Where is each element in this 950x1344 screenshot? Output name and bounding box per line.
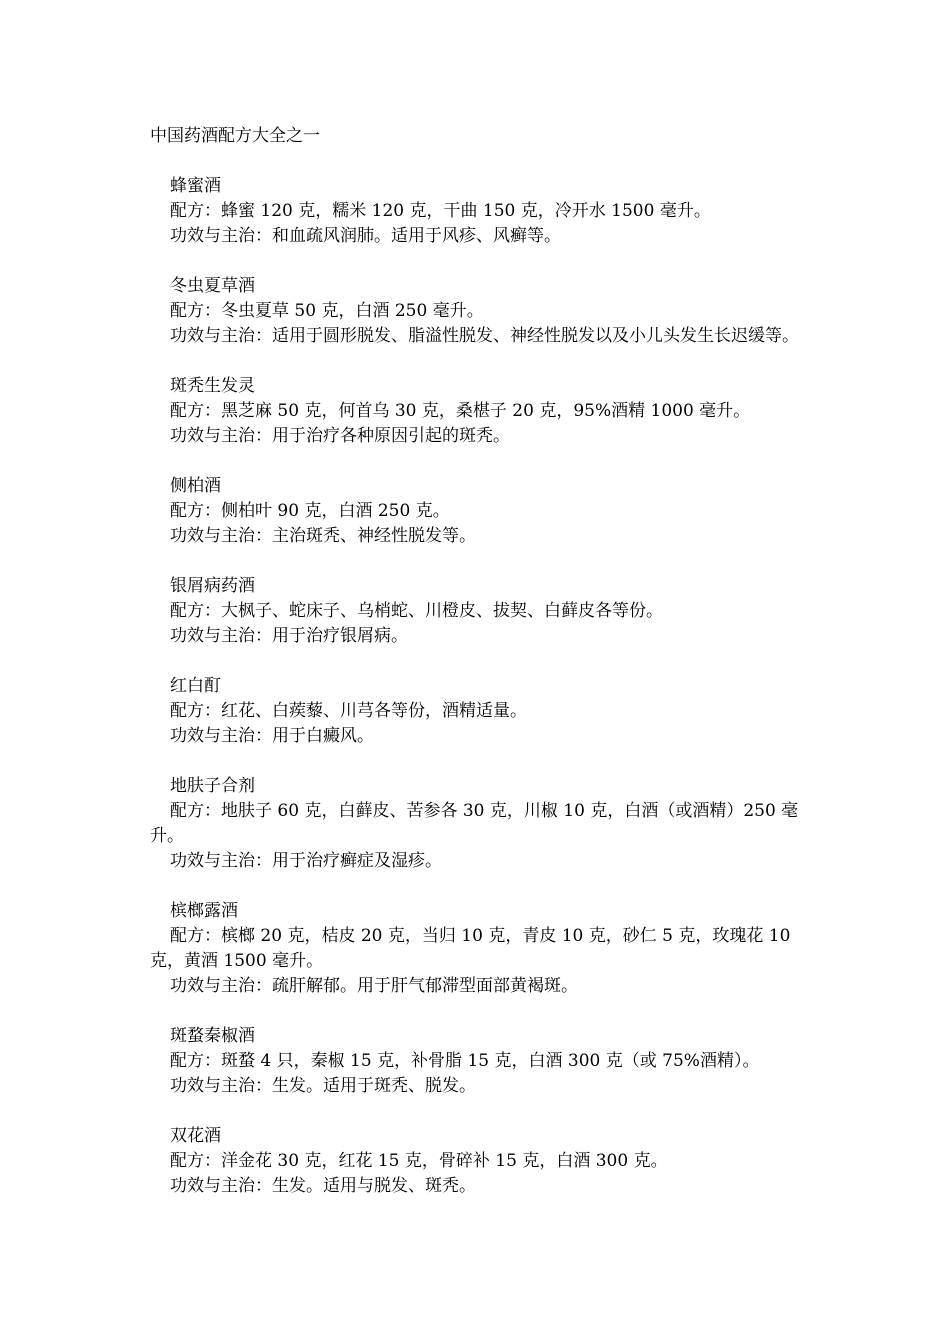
recipe-effect: 功效与主治：疏肝解郁。用于肝气郁滞型面部黄褐斑。 bbox=[170, 976, 578, 996]
recipe-effect: 功效与主治：生发。适用于斑秃、脱发。 bbox=[170, 1076, 476, 1096]
recipe-name: 斑秃生发灵 bbox=[170, 376, 255, 396]
recipe-effect: 功效与主治：用于治疗各种原因引起的斑秃。 bbox=[170, 426, 510, 446]
recipe-effect: 功效与主治：主治斑秃、神经性脱发等。 bbox=[170, 526, 476, 546]
recipe-name: 银屑病药酒 bbox=[170, 576, 255, 596]
recipe-formula: 配方：槟榔 20 克，桔皮 20 克，当归 10 克，青皮 10 克，砂仁 5 克，玫瑰花 10 克，黄酒 1500 毫升。 bbox=[150, 926, 791, 971]
recipe-entry bbox=[150, 899, 800, 999]
recipe-entry bbox=[150, 274, 800, 349]
recipe-formula: 配方：斑蝥 4 只，秦椒 15 克，补骨脂 15 克，白酒 300 克（或 75%酒精）。 bbox=[170, 1051, 760, 1071]
recipe-entry bbox=[150, 1124, 800, 1199]
recipe-effect: 功效与主治：生发。适用与脱发、斑秃。 bbox=[170, 1176, 476, 1196]
recipe-name: 蜂蜜酒 bbox=[170, 176, 221, 196]
recipe-entry bbox=[150, 774, 800, 874]
recipe-effect: 功效与主治：适用于圆形脱发、脂溢性脱发、神经性脱发以及小儿头发生长迟缓等。 bbox=[170, 326, 799, 346]
recipe-formula: 配方：洋金花 30 克，红花 15 克，骨碎补 15 克，白酒 300 克。 bbox=[170, 1151, 668, 1171]
recipe-formula: 配方：冬虫夏草 50 克，白酒 250 毫升。 bbox=[170, 301, 484, 321]
recipe-entry bbox=[150, 474, 800, 549]
recipe-name: 红白酊 bbox=[170, 676, 221, 696]
recipe-entry bbox=[150, 574, 800, 649]
recipe-name: 冬虫夏草酒 bbox=[170, 276, 255, 296]
recipe-formula: 配方：大枫子、蛇床子、乌梢蛇、川橙皮、拔契、白藓皮各等份。 bbox=[170, 601, 663, 621]
recipe-entry bbox=[150, 174, 800, 249]
recipe-effect: 功效与主治：和血疏风润肺。适用于风疹、风癣等。 bbox=[170, 226, 561, 246]
recipe-name: 双花酒 bbox=[170, 1126, 221, 1146]
recipe-formula: 配方：黑芝麻 50 克，何首乌 30 克，桑椹子 20 克，95%酒精 1000 毫升。 bbox=[170, 401, 751, 421]
recipe-name: 槟榔露酒 bbox=[170, 901, 238, 921]
recipe-entry bbox=[150, 674, 800, 749]
document-page bbox=[150, 124, 800, 1199]
recipe-entry bbox=[150, 1024, 800, 1099]
recipe-name: 斑蝥秦椒酒 bbox=[170, 1026, 255, 1046]
recipe-entry bbox=[150, 374, 800, 449]
recipe-formula: 配方：红花、白蒺藜、川芎各等份，酒精适量。 bbox=[170, 701, 527, 721]
recipe-formula: 配方：蜂蜜 120 克，糯米 120 克，干曲 150 克，冷开水 1500 毫升。 bbox=[170, 201, 711, 221]
recipe-name: 地肤子合剂 bbox=[170, 776, 255, 796]
recipe-effect: 功效与主治：用于白癜风。 bbox=[170, 726, 374, 746]
document-title: 中国药酒配方大全之一 bbox=[150, 126, 320, 146]
recipe-formula: 配方：地肤子 60 克，白藓皮、苦参各 30 克，川椒 10 克，白酒（或酒精）250 毫升。 bbox=[150, 801, 799, 846]
recipe-effect: 功效与主治：用于治疗银屑病。 bbox=[170, 626, 408, 646]
recipe-name: 侧柏酒 bbox=[170, 476, 221, 496]
recipe-formula: 配方：侧柏叶 90 克，白酒 250 克。 bbox=[170, 501, 450, 521]
recipe-effect: 功效与主治：用于治疗癣症及湿疹。 bbox=[170, 851, 442, 871]
